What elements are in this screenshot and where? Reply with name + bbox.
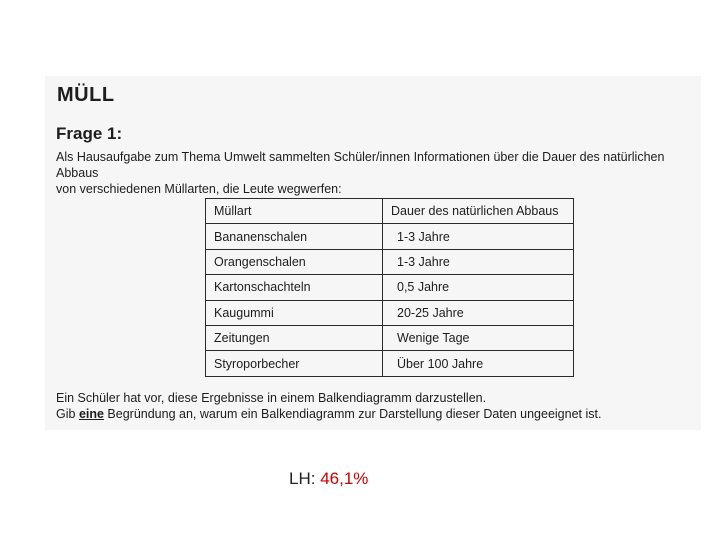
table-row (206, 325, 574, 350)
question-intro (56, 149, 701, 197)
table-row (206, 249, 574, 274)
intro-line-2: von verschiedenen Müllarten, die Leute wegwerfen: (56, 182, 342, 196)
cell-decomposition-time: 20-25 Jahre (383, 300, 574, 325)
cell-decomposition-time: 1-3 Jahre (383, 224, 574, 249)
solution-rate-label: LH: (289, 469, 321, 488)
table-row (206, 224, 574, 249)
cell-decomposition-time: Wenige Tage (383, 325, 574, 350)
cell-decomposition-time: 1-3 Jahre (383, 249, 574, 274)
table-header-row (206, 199, 574, 224)
table-row (206, 351, 574, 376)
task-line-2-end: Begründung an, warum ein Balkendiagramm zur Darstellung dieser Daten ungeeignet ist. (103, 407, 602, 421)
column-header-decomposition-time: Dauer des natürlichen Abbaus (383, 199, 574, 224)
cell-decomposition-time: Über 100 Jahre (383, 351, 574, 376)
column-header-waste-type: Müllart (206, 199, 383, 224)
waste-decomposition-table (205, 198, 574, 377)
question-heading: Frage 1: (56, 124, 123, 143)
task-emphasis: eine (78, 407, 104, 421)
page-title: MÜLL (57, 84, 115, 106)
cell-waste-type: Zeitungen (206, 325, 383, 350)
task-line-2 (56, 406, 601, 422)
solution-rate-value: 46,1% (320, 469, 369, 488)
scanned-task-sheet (45, 76, 701, 430)
cell-waste-type: Kartonschachteln (206, 275, 383, 300)
cell-waste-type: Orangenschalen (206, 249, 383, 274)
cell-waste-type: Bananenschalen (206, 224, 383, 249)
table-row (206, 300, 574, 325)
cell-waste-type: Styroporbecher (206, 351, 383, 376)
solution-rate-caption (289, 469, 368, 489)
cell-decomposition-time: 0,5 Jahre (383, 275, 574, 300)
task-instruction (56, 390, 601, 422)
task-line-2-start: Gib (56, 407, 79, 421)
cell-waste-type: Kaugummi (206, 300, 383, 325)
table-row (206, 275, 574, 300)
intro-line-1: Als Hausaufgabe zum Thema Umwelt sammelten Schüler/innen Informationen über die Dauer des natürlichen Abbaus (56, 150, 665, 180)
task-line-1: Ein Schüler hat vor, diese Ergebnisse in einem Balkendiagramm darzustellen. (56, 391, 487, 405)
